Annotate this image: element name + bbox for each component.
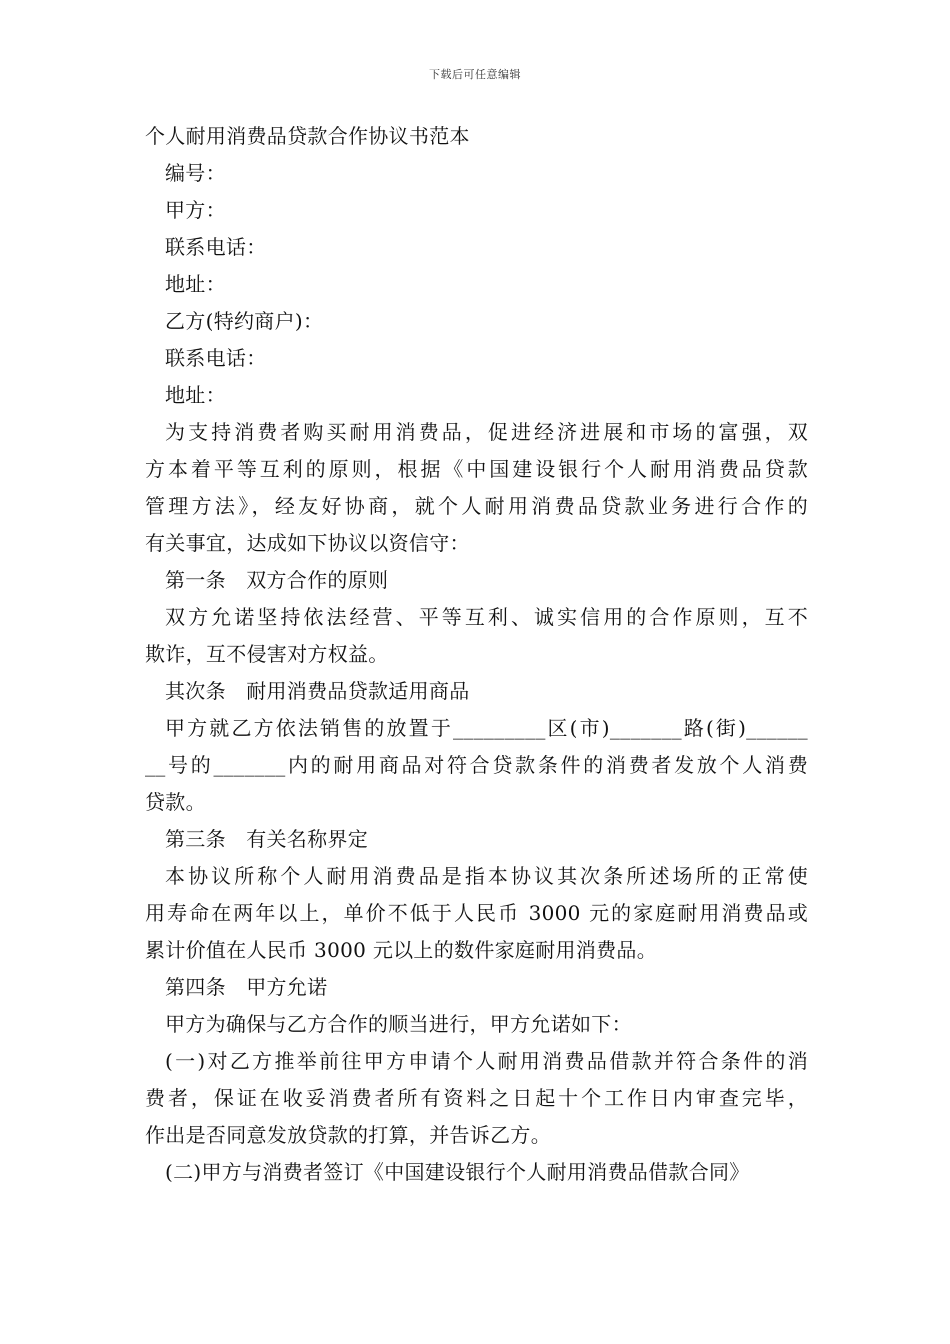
article1-heading: 第一条 双方合作的原则	[165, 568, 389, 592]
article3-line-1: 本协议所称个人耐用消费品是指本协议其次条所述场所的正常使	[165, 864, 808, 888]
document-body	[145, 118, 808, 1191]
field-phone-b: 联系电话：	[165, 346, 267, 370]
field-address-a: 地址：	[165, 272, 226, 296]
field-party-a: 甲方：	[165, 198, 226, 222]
article3-line-3: 累计价值在人民币 3000 元以上的数件家庭耐用消费品。	[145, 938, 658, 962]
intro-line-2: 方本着平等互利的原则，根据《中国建设银行个人耐用消费品贷款	[145, 457, 808, 481]
article4-item1-line-1: (一)对乙方推举前往甲方申请个人耐用消费品借款并符合条件的消	[165, 1049, 808, 1073]
field-party-b: 乙方(特约商户)：	[165, 309, 324, 333]
intro-line-3: 管理方法》，经友好协商，就个人耐用消费品贷款业务进行合作的	[145, 494, 808, 518]
intro-line-4: 有关事宜，达成如下协议以资信守：	[145, 531, 470, 555]
field-number: 编号：	[165, 161, 226, 185]
article4-item1-line-2: 费者，保证在收妥消费者所有资料之日起十个工作日内审查完毕，	[145, 1086, 808, 1110]
intro-line-1: 为支持消费者购买耐用消费品，促进经济进展和市场的富强，双	[165, 420, 808, 444]
page-header-note: 下载后可任意编辑	[429, 68, 521, 81]
article2-line-3: 贷款。	[145, 790, 206, 814]
article3-heading: 第三条 有关名称界定	[165, 827, 368, 851]
article4-lead: 甲方为确保与乙方合作的顺当进行，甲方允诺如下：	[165, 1012, 632, 1036]
article1-line-1: 双方允诺坚持依法经营、平等互利、诚实信用的合作原则，互不	[165, 605, 808, 629]
field-address-b: 地址：	[165, 383, 226, 407]
article4-item1-line-3: 作出是否同意发放贷款的打算，并告诉乙方。	[145, 1123, 551, 1147]
article4-item2-line-1: (二)甲方与消费者签订《中国建设银行个人耐用消费品借款合同》	[165, 1160, 750, 1184]
article2-line-1: 甲方就乙方依法销售的放置于_________区(市)_______路(街)______	[165, 716, 808, 740]
article1-line-2: 欺诈，互不侵害对方权益。	[145, 642, 389, 666]
article2-line-2: __号的_______内的耐用商品对符合贷款条件的消费者发放个人消费	[145, 753, 808, 777]
document-title: 个人耐用消费品贷款合作协议书范本	[145, 124, 470, 148]
field-phone-a: 联系电话：	[165, 235, 267, 259]
article4-heading: 第四条 甲方允诺	[165, 975, 328, 999]
article3-line-2: 用寿命在两年以上，单价不低于人民币 3000 元的家庭耐用消费品或	[145, 901, 808, 925]
article2-heading: 其次条 耐用消费品贷款适用商品	[165, 679, 470, 703]
